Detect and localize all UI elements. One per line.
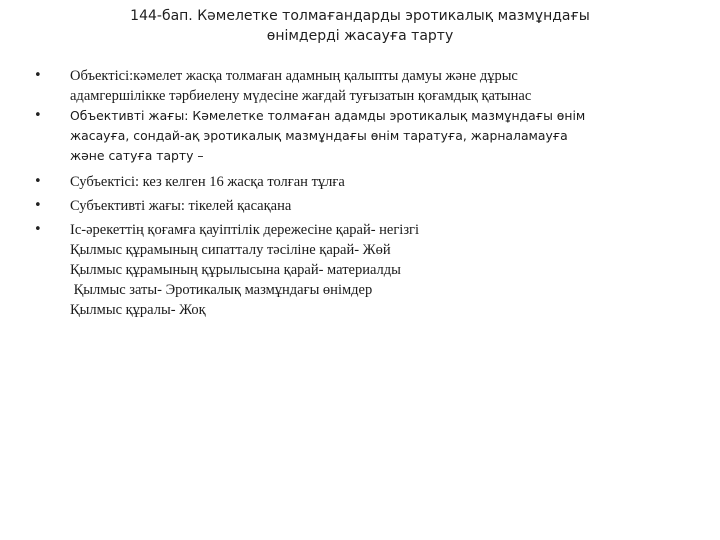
bullet-text-line: және сатуға тарту –: [70, 148, 204, 163]
bullet-text-line: Объектісі:кәмелет жасқа толмаған адамның қалыпты дамуы және дұрыс: [70, 68, 518, 84]
bullet-text-line: Объективті жағы: Кәмелетке толмаған адамды эротикалық мазмұндағы өнім: [70, 108, 586, 123]
bullet-text-line: жасауға, сондай-ақ эротикалық мазмұндағы өнім таратуға, жарналамауға: [70, 128, 568, 143]
bullet-subject: [34, 172, 694, 192]
bullet-dot: •: [34, 174, 42, 189]
bullet-text-line: Қылмыс заты- Эротикалық мазмұндағы өнімдер: [70, 282, 373, 298]
bullet-subjective-side: [34, 196, 694, 216]
bullet-dot: •: [34, 68, 42, 83]
bullet-classification: [34, 220, 694, 320]
bullet-dot: •: [34, 108, 42, 123]
bullet-text-line: Іс-әрекеттің қоғамға қауіптілік дережесіне қарай- негізгі: [70, 222, 420, 238]
bullet-dot: •: [34, 222, 42, 237]
slide-title: [40, 6, 680, 46]
bullet-text-line: Қылмыс құралы- Жоқ: [70, 302, 206, 318]
title-line-2: өнімдерді жасауға тарту: [266, 28, 454, 44]
bullet-dot: •: [34, 198, 42, 213]
title-line-1: 144-бап. Кәмелетке толмағандарды эротикалық мазмұндағы: [130, 8, 590, 24]
bullet-objective-side: [34, 106, 694, 166]
bullet-text-line: адамгершілікке тәрбиелену мүдесіне жағдай туғызатын қоғамдық қатынас: [70, 88, 532, 104]
bullet-text-line: Қылмыс құрамының сипатталу тәсіліне қарай- Жөй: [70, 242, 391, 258]
bullet-list: [34, 66, 694, 320]
bullet-object: [34, 66, 694, 106]
bullet-text-line: Қылмыс құрамының құрылысына қарай- материалды: [70, 262, 401, 278]
bullet-text-line: Субъективті жағы: тікелей қасақана: [70, 198, 292, 214]
bullet-text-line: Субъектісі: кез келген 16 жасқа толған тұлға: [70, 174, 345, 190]
